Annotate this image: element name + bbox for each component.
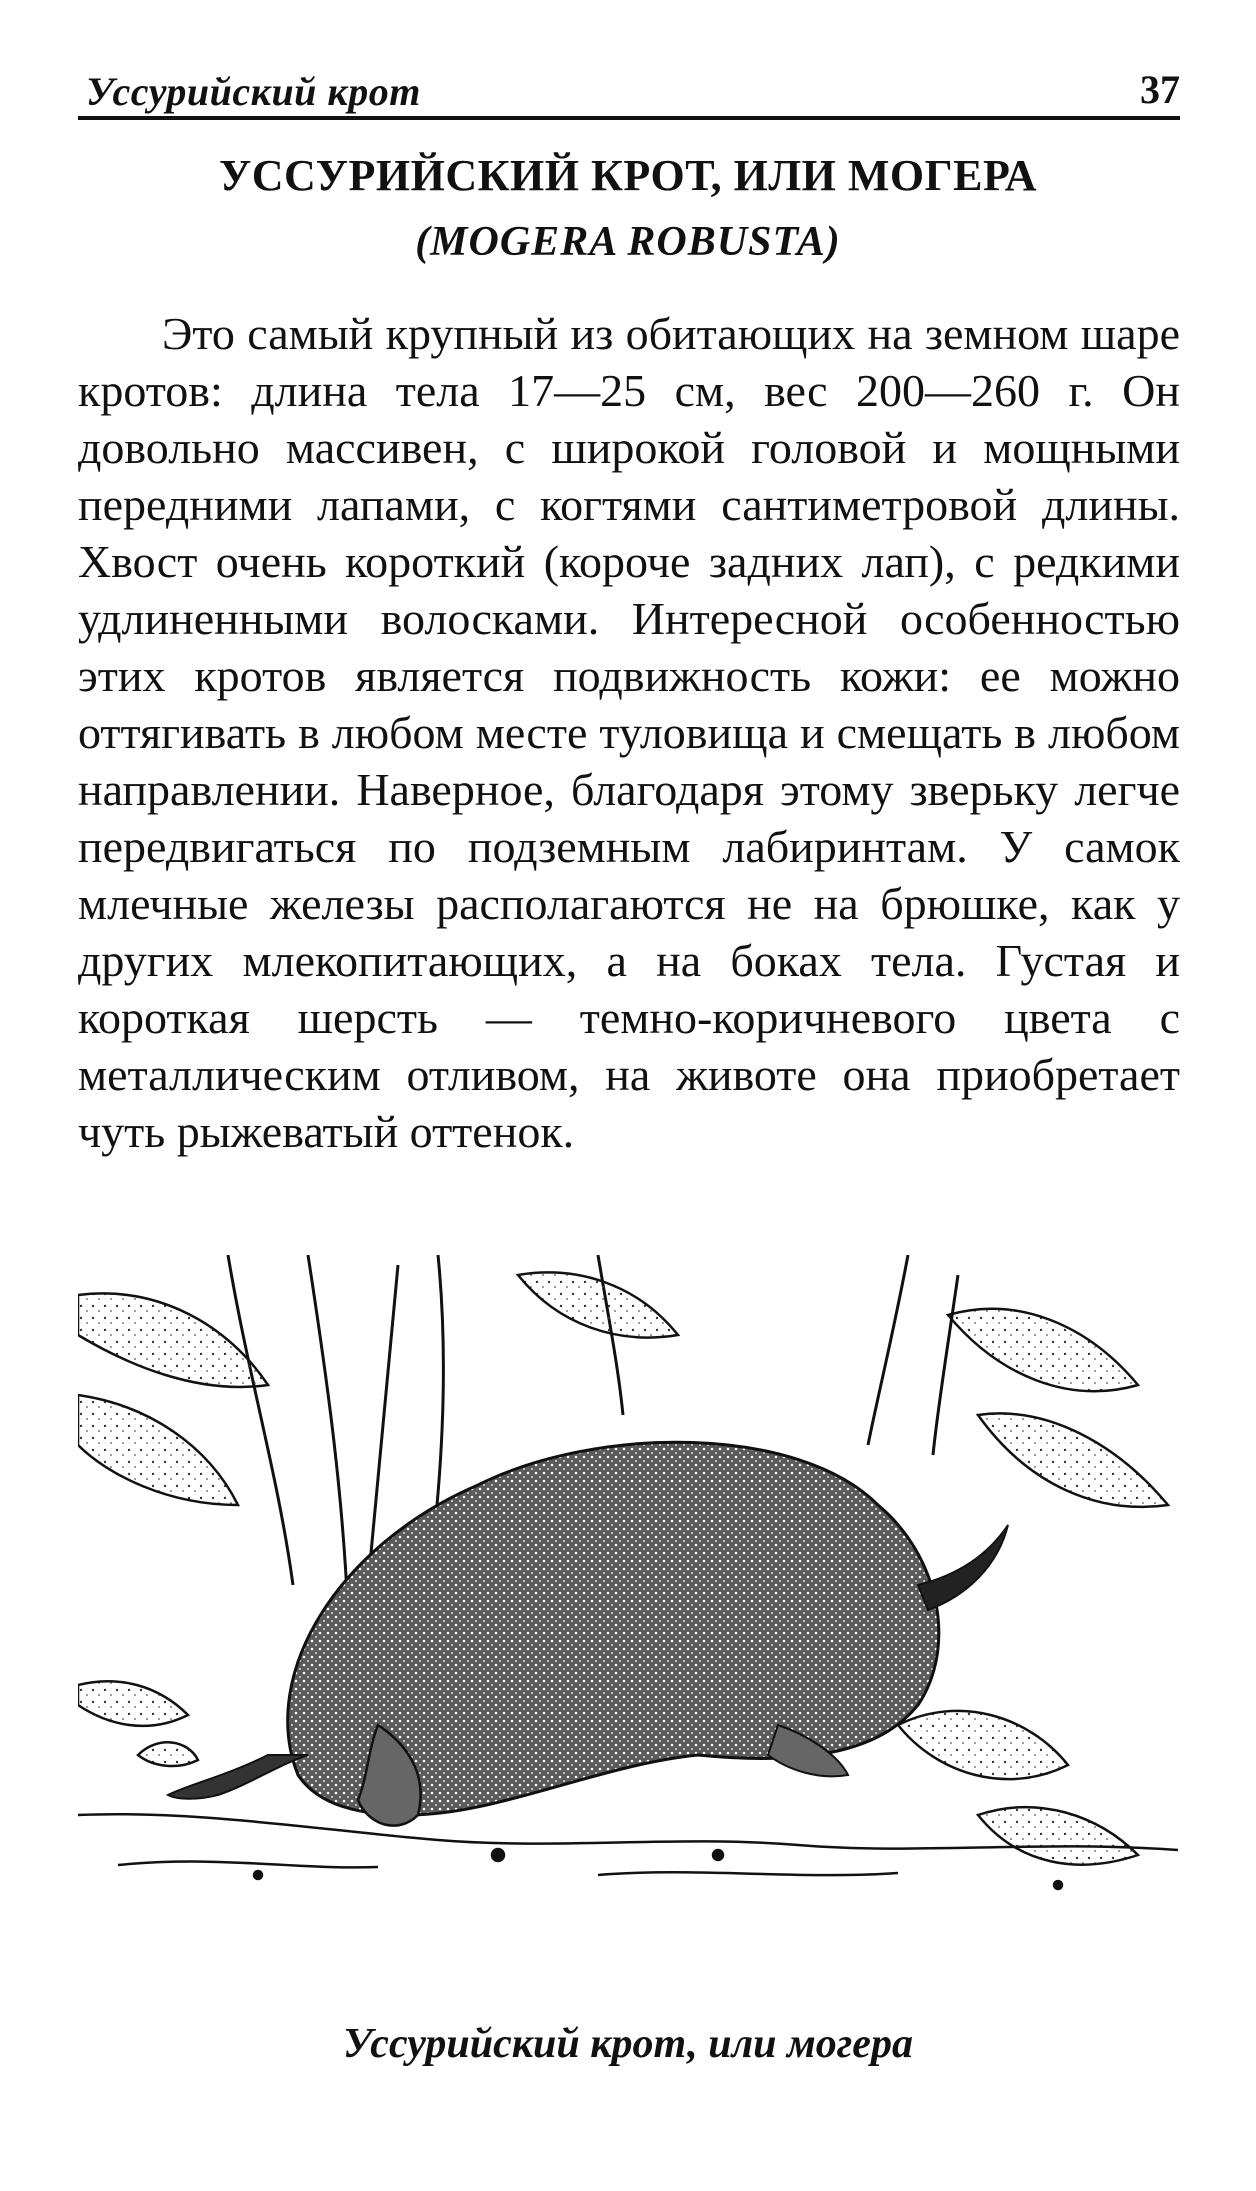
figure-caption: Уссурийский крот, или могера (343, 2021, 913, 2067)
mole-illustration (78, 1255, 1178, 1895)
article-paragraph: Это самый крупный из обитающих на земном шаре кротов: длина тела 17—25 см, вес 200—260 г. Он довольно массивен, с широкой головой и мощными передними лапами, с когтями сантиметровой длины. Хвост очень короткий (короче задних лап), с редкими удлиненными волосками. Интересной особенностью этих кротов является подвижность кожи: ее можно оттягивать в любом месте туловища и смещать в любом направлении. Наверное, благодаря этому зверьку легче передвигаться по подземным лабиринтам. У самок млечные железы располагаются не на брюшке, как у других млекопитающих, а на боках тела. Густая и короткая шерсть — темно-коричневого цвета с металлическим отливом, на животе она приобретает чуть рыжеватый оттенок. (78, 308, 1180, 1157)
article-title: УССУРИЙСКИЙ КРОТ, ИЛИ МОГЕРА (218, 151, 1038, 200)
header-rule (78, 116, 1180, 120)
running-title: Уссурийский крот (86, 69, 421, 114)
page-number: 37 (1140, 67, 1180, 112)
latin-name: (MOGERA ROBUSTA) (415, 219, 841, 265)
running-header (78, 62, 1180, 120)
mole-body (168, 1442, 1008, 1825)
